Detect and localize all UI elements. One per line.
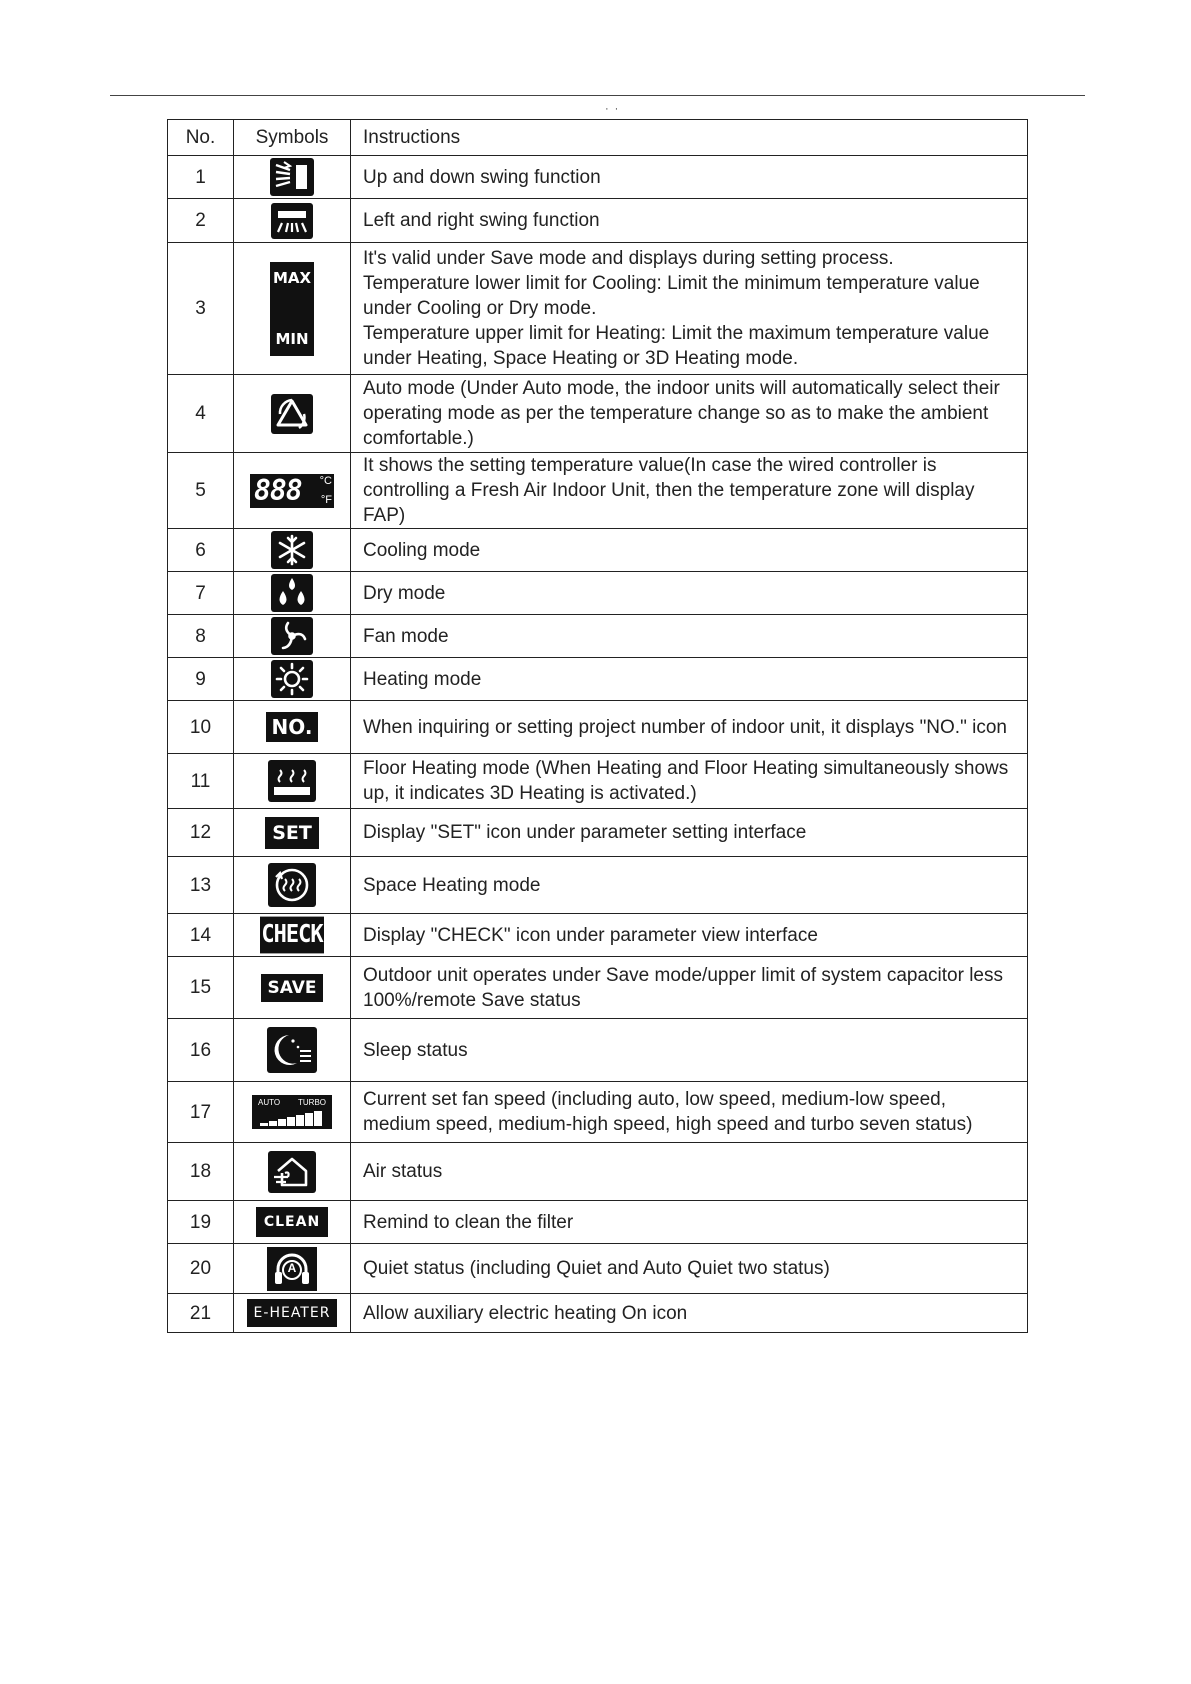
symbol-cell (234, 857, 351, 914)
instruction-cell (351, 809, 1028, 857)
row-number: 13 (168, 857, 234, 914)
instruction-cell (351, 754, 1028, 809)
row-number: 2 (168, 199, 234, 243)
row-number: 6 (168, 529, 234, 572)
instruction-cell (351, 1143, 1028, 1201)
instruction-cell (351, 572, 1028, 615)
instruction-cell (351, 1201, 1028, 1244)
instruction-text: Display "SET" icon under parameter setting interface (363, 822, 807, 843)
table-row (168, 754, 1028, 809)
instruction-text: Up and down swing function (363, 166, 601, 188)
sun-icon (271, 660, 313, 698)
instruction-text: Heating mode (363, 668, 482, 690)
symbol-cell (234, 701, 351, 754)
instruction-text: Fan mode (363, 625, 449, 647)
instruction-cell (351, 243, 1028, 375)
row-number: 12 (168, 809, 234, 857)
table-row (168, 243, 1028, 375)
floor-heating-icon (268, 760, 316, 802)
symbol-cell (234, 1201, 351, 1244)
table-row (168, 1201, 1028, 1244)
symbol-cell (234, 754, 351, 809)
space-heating-icon (268, 863, 316, 907)
instruction-text: Display "CHECK" icon under parameter view interface (363, 924, 818, 946)
row-number: 16 (168, 1019, 234, 1082)
instruction-text: It shows the setting temperature value(In case the wired controller is controlling a Fresh Air Indoor Unit, then the temperature zone will display FAP) (363, 455, 975, 526)
min-label: MIN (275, 329, 309, 348)
symbol-cell (234, 529, 351, 572)
temperature-display-icon (250, 474, 334, 508)
symbol-cell (234, 453, 351, 529)
set-label-icon: SET (265, 817, 319, 849)
row-number: 19 (168, 1201, 234, 1244)
save-label-icon: SAVE (261, 974, 322, 1002)
instruction-text: When inquiring or setting project number of indoor unit, it displays "NO." icon (363, 716, 1007, 738)
row-number: 3 (168, 243, 234, 375)
water-drops-icon (271, 574, 313, 612)
instruction-cell (351, 1244, 1028, 1294)
header-instructions: Instructions (351, 120, 1028, 156)
symbol-cell (234, 957, 351, 1019)
table-row (168, 199, 1028, 243)
row-number: 21 (168, 1294, 234, 1333)
instruction-text: Temperature upper limit for Heating: Limit the maximum temperature value under Heating, Space Heating or 3D Heating mode. (363, 323, 990, 369)
symbol-cell (234, 914, 351, 957)
instruction-cell (351, 701, 1028, 754)
table-row (168, 375, 1028, 453)
row-number: 9 (168, 658, 234, 701)
instruction-text: Allow auxiliary electric heating On icon (363, 1302, 688, 1324)
symbol-cell (234, 243, 351, 375)
digits-text: 888 (254, 473, 302, 507)
symbol-cell (234, 809, 351, 857)
symbol-cell (234, 1244, 351, 1294)
check-label-icon: CHECK (260, 917, 323, 954)
table-row (168, 957, 1028, 1019)
table-row (168, 809, 1028, 857)
instruction-text: It's valid under Save mode and displays during setting process. (363, 248, 894, 269)
instruction-text: Space Heating mode (363, 874, 541, 896)
header-rule (110, 95, 1085, 96)
row-number: 11 (168, 754, 234, 809)
row-number: 4 (168, 375, 234, 453)
table-row (168, 453, 1028, 529)
instruction-text: Sleep status (363, 1039, 468, 1061)
e-heater-label-icon: E-HEATER (247, 1299, 338, 1327)
instruction-cell (351, 914, 1028, 957)
instruction-cell (351, 529, 1028, 572)
instruction-cell (351, 375, 1028, 453)
auto-speed-label: AUTO (258, 1098, 281, 1107)
symbol-cell (234, 572, 351, 615)
fan-icon (271, 617, 313, 655)
symbol-cell (234, 1082, 351, 1143)
symbol-cell (234, 658, 351, 701)
instruction-cell (351, 453, 1028, 529)
table-row (168, 572, 1028, 615)
header-artifact: ·· (605, 103, 625, 115)
max-label: MAX (272, 268, 312, 287)
instruction-cell (351, 957, 1028, 1019)
symbol-cell (234, 375, 351, 453)
table-row (168, 1019, 1028, 1082)
quiet-a-label: A (287, 1260, 297, 1275)
row-number: 5 (168, 453, 234, 529)
air-house-icon (268, 1151, 316, 1193)
fan-speed-icon (252, 1095, 332, 1129)
row-number: 14 (168, 914, 234, 957)
symbol-cell (234, 199, 351, 243)
row-number: 10 (168, 701, 234, 754)
table-row (168, 1294, 1028, 1333)
header-no: No. (168, 120, 234, 156)
header-symbols: Symbols (234, 120, 351, 156)
instruction-text: Auto mode (Under Auto mode, the indoor units will automatically select their operating mode as per the temperature change so as to make the ambient comfortable.) (363, 378, 1000, 449)
row-number: 7 (168, 572, 234, 615)
instruction-text: Quiet status (including Quiet and Auto Quiet two status) (363, 1258, 830, 1279)
table-row (168, 156, 1028, 199)
clean-label-icon: CLEAN (256, 1207, 328, 1237)
row-number: 17 (168, 1082, 234, 1143)
instruction-text: Cooling mode (363, 539, 481, 561)
symbol-cell (234, 1294, 351, 1333)
instruction-cell (351, 857, 1028, 914)
instruction-text: Dry mode (363, 582, 446, 604)
max-min-icon (270, 262, 314, 356)
up-down-swing-icon (270, 158, 314, 196)
table-row (168, 529, 1028, 572)
table-row (168, 701, 1028, 754)
table-row (168, 615, 1028, 658)
table-row (168, 914, 1028, 957)
table-header-row (168, 120, 1028, 156)
row-number: 1 (168, 156, 234, 199)
table-row (168, 658, 1028, 701)
instruction-cell (351, 658, 1028, 701)
instruction-cell (351, 199, 1028, 243)
celsius-text: °C (319, 474, 332, 487)
row-number: 8 (168, 615, 234, 658)
snowflake-icon (271, 531, 313, 569)
table-row (168, 857, 1028, 914)
symbol-cell (234, 1143, 351, 1201)
sleep-icon (267, 1027, 317, 1073)
turbo-speed-label: TURBO (298, 1098, 326, 1107)
row-number: 15 (168, 957, 234, 1019)
instruction-cell (351, 1082, 1028, 1143)
row-number: 20 (168, 1244, 234, 1294)
instruction-cell (351, 1019, 1028, 1082)
fahrenheit-text: °F (320, 493, 332, 506)
instruction-cell (351, 615, 1028, 658)
instruction-text: Remind to clean the filter (363, 1211, 574, 1233)
auto-mode-icon (271, 394, 313, 434)
instruction-text: Temperature lower limit for Cooling: Limit the minimum temperature value under Cooling or Dry mode. (363, 273, 980, 319)
symbol-cell (234, 1019, 351, 1082)
symbols-table (167, 119, 1028, 1333)
instruction-cell (351, 1294, 1028, 1333)
symbol-cell (234, 156, 351, 199)
instruction-text: Current set fan speed (including auto, low speed, medium-low speed, medium speed, medium-high speed, high speed and turbo seven status) (363, 1089, 973, 1135)
no-label-icon: NO. (266, 712, 319, 742)
table-row (168, 1244, 1028, 1294)
table-row (168, 1143, 1028, 1201)
symbol-cell (234, 615, 351, 658)
table-row (168, 1082, 1028, 1143)
instruction-text: Outdoor unit operates under Save mode/upper limit of system capacitor less 100%/remote Save status (363, 964, 1003, 1011)
left-right-swing-icon (271, 203, 313, 239)
instruction-text: Air status (363, 1161, 443, 1182)
instruction-text: Floor Heating mode (When Heating and Floor Heating simultaneously shows up, it indicates 3D Heating is activated.) (363, 758, 1009, 804)
instruction-text: Left and right swing function (363, 210, 600, 231)
quiet-headphones-icon (267, 1247, 317, 1291)
row-number: 18 (168, 1143, 234, 1201)
instruction-cell (351, 156, 1028, 199)
